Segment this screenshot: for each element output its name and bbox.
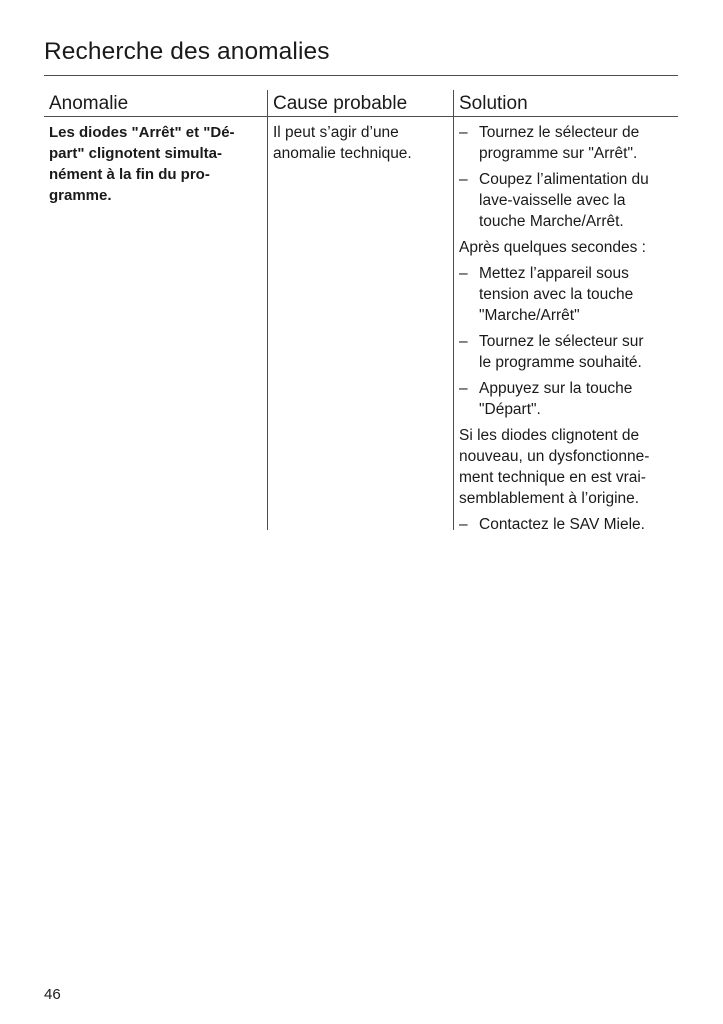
solution-text-line: Coupez l’alimentation du bbox=[479, 171, 649, 188]
dash-bullet: – bbox=[459, 516, 468, 533]
solution-text-line: ment technique en est vrai- bbox=[459, 469, 646, 486]
anomaly-text-line: nément à la fin du pro- bbox=[49, 166, 210, 183]
dash-bullet: – bbox=[459, 265, 468, 282]
anomaly-text-line: Les diodes "Arrêt" et "Dé- bbox=[49, 124, 235, 141]
column-divider bbox=[267, 90, 268, 116]
solution-text-line: Après quelques secondes : bbox=[459, 239, 646, 256]
table-header-row bbox=[44, 90, 678, 117]
header-anomalie: Anomalie bbox=[49, 93, 129, 114]
solution-text-line: Si les diodes clignotent de bbox=[459, 427, 640, 444]
cause-text-line: Il peut s’agir d’une bbox=[273, 124, 399, 141]
anomaly-text-line: part" clignotent simulta- bbox=[49, 145, 222, 162]
solution-text-line: Mettez l’appareil sous bbox=[479, 265, 629, 282]
solution-text-line: Tournez le sélecteur de bbox=[479, 124, 640, 141]
solution-text-line: Appuyez sur la touche bbox=[479, 380, 633, 397]
column-divider bbox=[453, 117, 454, 530]
header-solution: Solution bbox=[459, 93, 528, 114]
page-number: 46 bbox=[44, 986, 61, 1003]
solution-text-line: touche Marche/Arrêt. bbox=[479, 213, 624, 230]
solution-step bbox=[459, 122, 675, 164]
troubleshooting-table bbox=[44, 90, 678, 533]
solution-text-line: tension avec la touche bbox=[479, 286, 634, 303]
solution-text-line: "Marche/Arrêt" bbox=[479, 307, 580, 324]
header-cause-probable: Cause probable bbox=[273, 93, 408, 114]
dash-bullet: – bbox=[459, 124, 468, 141]
solution-cell bbox=[459, 122, 675, 540]
anomaly-text-line: gramme. bbox=[49, 187, 112, 204]
solution-step bbox=[459, 331, 675, 373]
solution-step bbox=[459, 514, 675, 535]
solution-step bbox=[459, 169, 675, 232]
solution-text-line: "Départ". bbox=[479, 401, 541, 418]
solution-text-line: semblablement à l’origine. bbox=[459, 490, 640, 507]
dash-bullet: – bbox=[459, 171, 468, 188]
title-divider bbox=[44, 75, 678, 76]
dash-bullet: – bbox=[459, 380, 468, 397]
solution-text-line: Contactez le SAV Miele. bbox=[479, 516, 645, 533]
anomaly-cell bbox=[49, 122, 261, 206]
column-divider bbox=[453, 90, 454, 116]
solution-text-line: le programme souhaité. bbox=[479, 354, 642, 371]
dash-bullet: – bbox=[459, 333, 468, 350]
solution-paragraph bbox=[459, 237, 675, 258]
cause-cell bbox=[273, 122, 449, 164]
solution-text-line: programme sur "Arrêt". bbox=[479, 145, 638, 162]
table-row bbox=[44, 117, 678, 533]
solution-paragraph bbox=[459, 425, 675, 509]
page-title: Recherche des anomalies bbox=[44, 38, 330, 65]
solution-text-line: Tournez le sélecteur sur bbox=[479, 333, 644, 350]
solution-step bbox=[459, 378, 675, 420]
cause-text-line: anomalie technique. bbox=[273, 145, 412, 162]
column-divider bbox=[267, 117, 268, 530]
solution-step bbox=[459, 263, 675, 326]
solution-text-line: lave-vaisselle avec la bbox=[479, 192, 626, 209]
solution-text-line: nouveau, un dysfonctionne- bbox=[459, 448, 650, 465]
